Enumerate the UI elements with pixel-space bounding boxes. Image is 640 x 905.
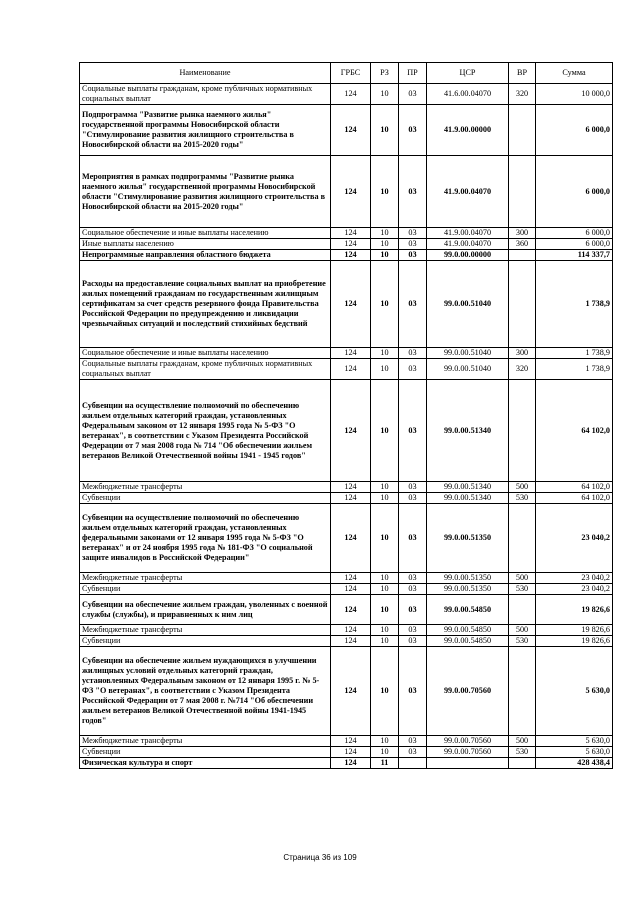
table-row (80, 504, 613, 573)
cell-pr: 03 (399, 504, 427, 573)
cell-name: Субвенции на обеспечение жильем граждан, уволенных с военной службы (службы), и приравненных к ним лиц (80, 595, 331, 625)
cell-csr: 99.0.00.51350 (427, 504, 509, 573)
table-row (80, 348, 613, 359)
cell-pr: 03 (399, 348, 427, 359)
table-row (80, 105, 613, 156)
cell-csr: 41.6.00.04070 (427, 84, 509, 105)
table-row (80, 228, 613, 239)
cell-pr: 03 (399, 573, 427, 584)
cell-rz: 10 (371, 348, 399, 359)
cell-pr: 03 (399, 239, 427, 250)
cell-csr: 99.0.00.54850 (427, 595, 509, 625)
table-row (80, 84, 613, 105)
cell-grbs: 124 (331, 595, 371, 625)
budget-table (79, 62, 613, 769)
cell-csr (427, 758, 509, 769)
cell-rz: 10 (371, 239, 399, 250)
table-row (80, 736, 613, 747)
cell-rz: 10 (371, 747, 399, 758)
cell-rz: 10 (371, 595, 399, 625)
cell-rz: 10 (371, 380, 399, 482)
cell-pr: 03 (399, 105, 427, 156)
table-row (80, 636, 613, 647)
cell-name: Субвенции на осуществление полномочий по обеспечению жильем отдельных категорий граждан, установленных федеральными законами от 12 января 1995 года № 5-ФЗ "О ветеранах" и от 24 ноября 1995 года № 181-ФЗ "О социальной защите инвалидов в Российской Федерации" (80, 504, 331, 573)
table-row (80, 239, 613, 250)
cell-sum: 1 738,9 (536, 359, 613, 380)
cell-csr: 99.0.00.70560 (427, 736, 509, 747)
cell-pr: 03 (399, 156, 427, 228)
cell-sum: 1 738,9 (536, 348, 613, 359)
cell-vr (509, 105, 536, 156)
cell-grbs: 124 (331, 261, 371, 348)
cell-rz: 10 (371, 359, 399, 380)
cell-csr: 41.9.00.04070 (427, 239, 509, 250)
cell-sum: 19 826,6 (536, 595, 613, 625)
cell-name: Непрограммные направления областного бюджета (80, 250, 331, 261)
cell-vr (509, 156, 536, 228)
cell-sum: 19 826,6 (536, 625, 613, 636)
table-row (80, 758, 613, 769)
cell-pr: 03 (399, 228, 427, 239)
cell-rz: 10 (371, 573, 399, 584)
cell-grbs: 124 (331, 482, 371, 493)
table-row (80, 359, 613, 380)
cell-name: Иные выплаты населению (80, 239, 331, 250)
cell-vr: 360 (509, 239, 536, 250)
cell-sum: 6 000,0 (536, 228, 613, 239)
cell-grbs: 124 (331, 380, 371, 482)
table-row (80, 747, 613, 758)
cell-name: Мероприятия в рамках подпрограммы "Развитие рынка наемного жилья" государственной программы Новосибирской области "Стимулирование развития жилищного строительства в Новосибирской области на 2015-2020 годы" (80, 156, 331, 228)
header-name: Наименование (80, 63, 331, 84)
cell-pr: 03 (399, 636, 427, 647)
cell-csr: 99.0.00.00000 (427, 250, 509, 261)
header-sum: Сумма (536, 63, 613, 84)
cell-vr (509, 504, 536, 573)
cell-grbs: 124 (331, 573, 371, 584)
table-row (80, 380, 613, 482)
cell-grbs: 124 (331, 584, 371, 595)
cell-sum: 19 826,6 (536, 636, 613, 647)
cell-rz: 11 (371, 758, 399, 769)
cell-sum: 114 337,7 (536, 250, 613, 261)
cell-sum: 6 000,0 (536, 105, 613, 156)
cell-csr: 99.0.00.51340 (427, 482, 509, 493)
cell-pr: 03 (399, 250, 427, 261)
cell-vr: 320 (509, 84, 536, 105)
cell-rz: 10 (371, 504, 399, 573)
cell-sum: 5 630,0 (536, 747, 613, 758)
cell-vr: 530 (509, 493, 536, 504)
table-row (80, 595, 613, 625)
cell-rz: 10 (371, 493, 399, 504)
cell-rz: 10 (371, 156, 399, 228)
cell-csr: 99.0.00.70560 (427, 747, 509, 758)
cell-name: Субвенции (80, 636, 331, 647)
cell-sum: 23 040,2 (536, 504, 613, 573)
cell-csr: 99.0.00.51340 (427, 380, 509, 482)
cell-grbs: 124 (331, 84, 371, 105)
cell-pr: 03 (399, 493, 427, 504)
cell-sum: 64 102,0 (536, 482, 613, 493)
cell-vr (509, 261, 536, 348)
cell-vr (509, 595, 536, 625)
cell-vr: 530 (509, 747, 536, 758)
cell-name: Расходы на предоставление социальных выплат на приобретение жилых помещений гражданам по государственным жилищным сертификатам за счет средств резервного фонда Правительства Российской Федерации по предупреждению и ликвидации чрезвычайных ситуаций и последствий стихийных бедствий (80, 261, 331, 348)
cell-rz: 10 (371, 647, 399, 736)
cell-sum: 1 738,9 (536, 261, 613, 348)
cell-rz: 10 (371, 261, 399, 348)
cell-name: Межбюджетные трансферты (80, 482, 331, 493)
table-row (80, 584, 613, 595)
cell-pr: 03 (399, 584, 427, 595)
cell-grbs: 124 (331, 250, 371, 261)
table-row (80, 573, 613, 584)
cell-pr: 03 (399, 84, 427, 105)
cell-vr: 530 (509, 584, 536, 595)
cell-sum: 10 000,0 (536, 84, 613, 105)
cell-vr: 300 (509, 348, 536, 359)
cell-name: Социальные выплаты гражданам, кроме публичных нормативных социальных выплат (80, 84, 331, 105)
cell-csr: 99.0.00.51350 (427, 584, 509, 595)
cell-csr: 99.0.00.51040 (427, 359, 509, 380)
cell-pr: 03 (399, 380, 427, 482)
cell-sum: 5 630,0 (536, 736, 613, 747)
cell-grbs: 124 (331, 239, 371, 250)
cell-vr: 500 (509, 573, 536, 584)
cell-rz: 10 (371, 625, 399, 636)
cell-name: Субвенции (80, 584, 331, 595)
cell-sum: 6 000,0 (536, 239, 613, 250)
cell-vr: 530 (509, 636, 536, 647)
cell-rz: 10 (371, 228, 399, 239)
cell-grbs: 124 (331, 156, 371, 228)
cell-grbs: 124 (331, 359, 371, 380)
table-row (80, 647, 613, 736)
cell-grbs: 124 (331, 228, 371, 239)
cell-vr: 500 (509, 736, 536, 747)
cell-csr: 41.9.00.04070 (427, 156, 509, 228)
table-row (80, 261, 613, 348)
cell-name: Межбюджетные трансферты (80, 573, 331, 584)
table-row (80, 250, 613, 261)
cell-rz: 10 (371, 105, 399, 156)
cell-grbs: 124 (331, 736, 371, 747)
cell-pr: 03 (399, 261, 427, 348)
cell-csr: 99.0.00.70560 (427, 647, 509, 736)
cell-grbs: 124 (331, 758, 371, 769)
table-row (80, 625, 613, 636)
cell-grbs: 124 (331, 625, 371, 636)
cell-csr: 99.0.00.51040 (427, 261, 509, 348)
cell-csr: 99.0.00.54850 (427, 625, 509, 636)
cell-sum: 6 000,0 (536, 156, 613, 228)
cell-sum: 64 102,0 (536, 493, 613, 504)
cell-pr: 03 (399, 359, 427, 380)
cell-pr (399, 758, 427, 769)
cell-rz: 10 (371, 482, 399, 493)
cell-grbs: 124 (331, 105, 371, 156)
table-header-row (80, 63, 613, 84)
cell-name: Субвенции на осуществление полномочий по обеспечению жильем отдельных категорий граждан, установленных Федеральным законом от 12 января 1995 года № 5-ФЗ "О ветеранах", в соответствии с Указом Президента Российской Федерации от 7 мая 2008 года № 714 "Об обеспечении жильем ветеранов Великой Отечественной войны 1941 - 1945 годов" (80, 380, 331, 482)
cell-sum: 23 040,2 (536, 584, 613, 595)
header-rz: РЗ (371, 63, 399, 84)
cell-vr: 300 (509, 228, 536, 239)
cell-sum: 64 102,0 (536, 380, 613, 482)
cell-grbs: 124 (331, 493, 371, 504)
cell-csr: 99.0.00.51040 (427, 348, 509, 359)
header-csr: ЦСР (427, 63, 509, 84)
cell-name: Социальное обеспечение и иные выплаты населению (80, 228, 331, 239)
cell-grbs: 124 (331, 747, 371, 758)
cell-grbs: 124 (331, 636, 371, 647)
cell-csr: 99.0.00.51350 (427, 573, 509, 584)
cell-vr: 500 (509, 625, 536, 636)
cell-grbs: 124 (331, 647, 371, 736)
cell-csr: 99.0.00.54850 (427, 636, 509, 647)
cell-vr (509, 380, 536, 482)
header-vr: ВР (509, 63, 536, 84)
cell-pr: 03 (399, 595, 427, 625)
cell-csr: 99.0.00.51340 (427, 493, 509, 504)
table-body (80, 84, 613, 769)
cell-sum: 23 040,2 (536, 573, 613, 584)
page-number: Страница 36 из 109 (283, 853, 357, 862)
cell-rz: 10 (371, 636, 399, 647)
cell-pr: 03 (399, 747, 427, 758)
table-row (80, 493, 613, 504)
cell-pr: 03 (399, 736, 427, 747)
cell-name: Межбюджетные трансферты (80, 625, 331, 636)
cell-pr: 03 (399, 647, 427, 736)
cell-name: Социальные выплаты гражданам, кроме публичных нормативных социальных выплат (80, 359, 331, 380)
header-pr: ПР (399, 63, 427, 84)
cell-name: Межбюджетные трансферты (80, 736, 331, 747)
cell-pr: 03 (399, 482, 427, 493)
cell-name: Субвенции (80, 747, 331, 758)
cell-sum: 5 630,0 (536, 647, 613, 736)
cell-vr: 320 (509, 359, 536, 380)
cell-sum: 428 438,4 (536, 758, 613, 769)
cell-rz: 10 (371, 736, 399, 747)
cell-vr: 500 (509, 482, 536, 493)
cell-name: Подпрограмма "Развитие рынка наемного жилья" государственной программы Новосибирской области "Стимулирование развития жилищного строительства в Новосибирской области на 2015-2020 годы" (80, 105, 331, 156)
cell-vr (509, 758, 536, 769)
cell-grbs: 124 (331, 504, 371, 573)
cell-csr: 41.9.00.00000 (427, 105, 509, 156)
cell-pr: 03 (399, 625, 427, 636)
cell-vr (509, 647, 536, 736)
cell-rz: 10 (371, 84, 399, 105)
cell-rz: 10 (371, 250, 399, 261)
cell-name: Субвенции на обеспечение жильем нуждающихся в улучшении жилищных условий отдельных категорий граждан, установленных Федеральным законом от 12 января 1995 г. № 5-ФЗ "О ветеранах", в соответствии с Указом Президента Российской Федерации от 7 мая 2008 г. №714 "Об обеспечении жильем ветеранов Великой Отечественной войны 1941-1945 годов" (80, 647, 331, 736)
cell-name: Физическая культура и спорт (80, 758, 331, 769)
cell-vr (509, 250, 536, 261)
cell-grbs: 124 (331, 348, 371, 359)
cell-name: Социальное обеспечение и иные выплаты населению (80, 348, 331, 359)
cell-name: Субвенции (80, 493, 331, 504)
cell-csr: 41.9.00.04070 (427, 228, 509, 239)
header-grbs: ГРБС (331, 63, 371, 84)
table-row (80, 482, 613, 493)
table-row (80, 156, 613, 228)
cell-rz: 10 (371, 584, 399, 595)
